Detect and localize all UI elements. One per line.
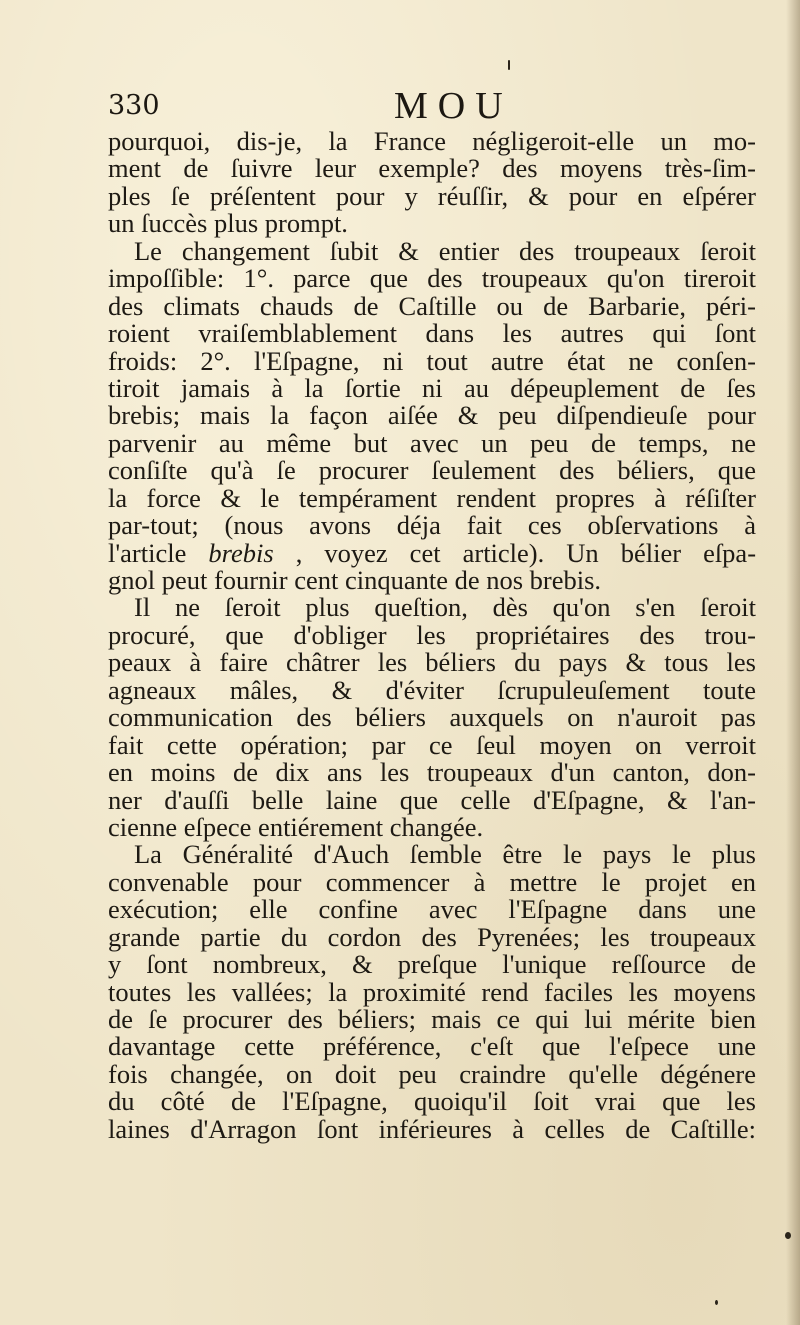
text-line: conſiſte qu'à ſe procurer ſeulement des béliers, que — [108, 455, 756, 486]
paragraph-start-line: Le changement ſubit & entier des troupeaux ſeroit — [134, 235, 756, 266]
text-line: peaux à faire châtrer les béliers du pays & tous les — [108, 647, 756, 678]
text-line: agneaux mâles, & d'éviter ſcrupuleuſement toute — [108, 674, 756, 705]
text-line: brebis; mais la façon aiſée & peu diſpendieuſe pour — [108, 400, 756, 431]
text-fragment: , voyez cet article). Un bélier eſpa- — [295, 537, 757, 568]
text-line: parvenir au même but avec un peu de temps, ne — [108, 427, 756, 458]
text-line: laines d'Arragon ſont inférieures à celles de Caſtille: — [108, 1113, 756, 1144]
text-line: communication des béliers auxquels on n'auroit pas — [108, 702, 756, 733]
text-line: exécution; elle confine avec l'Eſpagne dans une — [108, 894, 756, 925]
text-line: par-tout; (nous avons déja fait ces obſervations à — [108, 510, 756, 541]
paragraph-start-line: Il ne ſeroit plus queſtion, dès qu'on s'en ſeroit — [134, 592, 756, 623]
text-line: du côté de l'Eſpagne, quoiqu'il ſoit vrai que les — [108, 1086, 756, 1117]
text-line: davantage cette préférence, c'eſt que l'eſpece une — [108, 1031, 756, 1062]
ink-speck — [785, 1232, 791, 1239]
text-line: en moins de dix ans les troupeaux d'un canton, don- — [108, 757, 756, 788]
text-line: convenable pour commencer à mettre le projet en — [108, 866, 756, 897]
paragraph-start-line: La Généralité d'Auch ſemble être le pays le plus — [134, 839, 756, 870]
body-text — [108, 128, 756, 1143]
text-line: ner d'auſſi belle laine que celle d'Eſpagne, & l'an- — [108, 784, 756, 815]
italic-word: brebis — [208, 537, 274, 568]
text-line: fois changée, on doit peu craindre qu'elle dégénere — [108, 1058, 756, 1089]
text-line: froids: 2°. l'Eſpagne, ni tout autre état ne conſen- — [108, 345, 756, 376]
ink-speck — [508, 60, 510, 70]
text-line: roient vraiſemblablement dans les autres qui ſont — [108, 318, 756, 349]
page-edge-shadow — [786, 0, 800, 1325]
text-line-with-italic — [108, 537, 757, 568]
text-line: cienne eſpece entiérement changée. — [108, 811, 484, 842]
text-line: de ſe procurer des béliers; mais ce qui lui mérite bien — [108, 1004, 756, 1034]
page-number: 330 — [108, 90, 160, 121]
text-line: y ſont nombreux, & preſque l'unique reſſource de — [108, 949, 756, 980]
text-line: toutes les vallées; la proximité rend faciles les moyens — [108, 976, 756, 1007]
text-line: pourquoi, dis-je, la France négligeroit-elle un mo- — [108, 126, 756, 156]
text-line: fait cette opération; par ce ſeul moyen on verroit — [108, 729, 756, 760]
ink-speck — [715, 1300, 718, 1305]
text-line: impoſſible: 1°. parce que des troupeaux qu'on tireroit — [108, 263, 756, 294]
text-line: un ſuccès plus prompt. — [108, 208, 348, 239]
running-head: MOU — [394, 85, 513, 127]
text-line: grande partie du cordon des Pyrenées; les troupeaux — [108, 921, 756, 952]
text-line: ment de ſuivre leur exemple? des moyens très-ſim- — [108, 153, 756, 184]
text-line: procuré, que d'obliger les propriétaires des trou- — [108, 619, 756, 650]
text-line: ples ſe préſentent pour y réuſſir, & pour en eſpérer — [108, 180, 756, 211]
text-line: la force & le tempérament rendent propres à réſiſter — [108, 482, 756, 513]
text-line: gnol peut fournir cent cinquante de nos brebis. — [108, 565, 602, 595]
text-line: tiroit jamais à la ſortie ni au dépeuplement de ſes — [108, 372, 756, 403]
text-fragment: l'article — [108, 537, 187, 568]
page-header — [108, 84, 758, 128]
text-line: des climats chauds de Caſtille ou de Barbarie, péri- — [108, 290, 756, 321]
